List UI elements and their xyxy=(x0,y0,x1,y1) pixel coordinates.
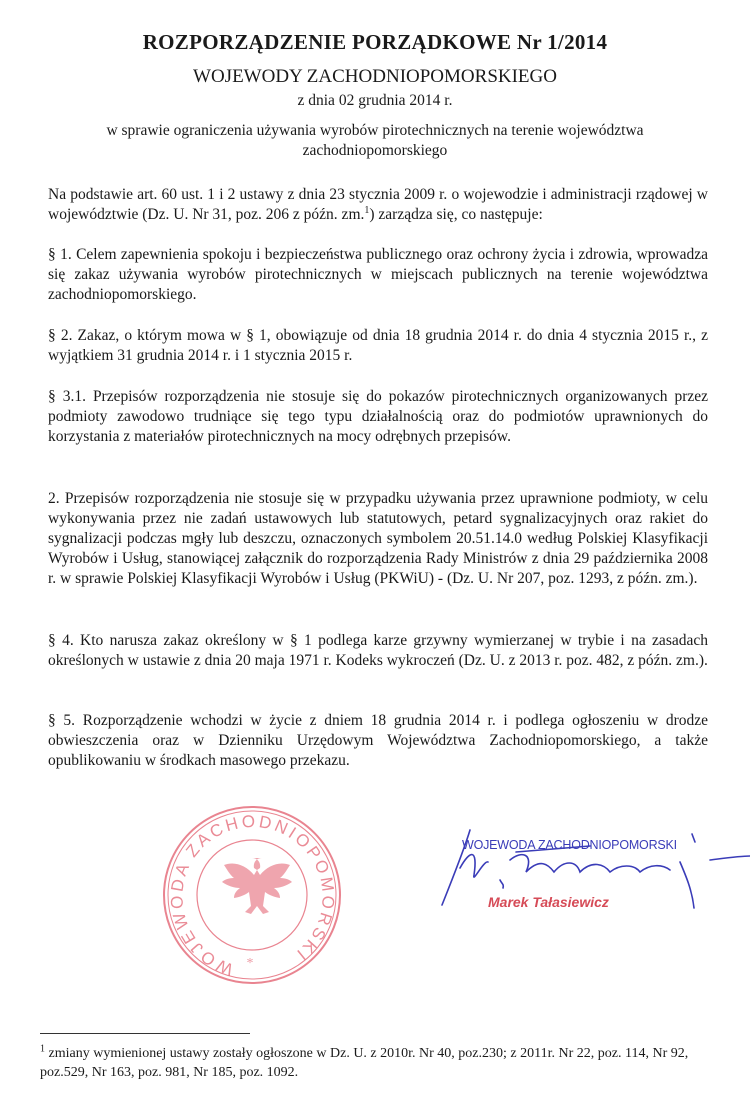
section-5-paragraph: § 5. Rozporządzenie wchodzi w życie z dniem 18 grudnia 2014 r. i podlega ogłoszeniu w drodze obwieszczenia oraz w Dzienniku Urzędowym Województwa Zachodniopomorskiego, a także opublikowaniu w środkach masowego przekazu. xyxy=(48,712,708,769)
section-1-paragraph: § 1. Celem zapewnienia spokoju i bezpieczeństwa publicznego oraz ochrony życia i zdrowia, wprowadza się zakaz używania wyrobów pirotechnicznych w miejscach publicznych na terenie województwa zachodniopomorskiego. xyxy=(48,246,708,303)
footnote-mark: 1 xyxy=(40,1043,45,1055)
section-2-paragraph: § 2. Zakaz, o którym mowa w § 1, obowiązuje od dnia 18 grudnia 2014 r. do dnia 4 stycznia 2015 r., z wyjątkiem 31 grudnia 2014 r. i 1 stycznia 2015 r. xyxy=(48,327,708,364)
legal-basis-paragraph xyxy=(48,185,708,225)
document-subject: w sprawie ograniczenia używania wyrobów pirotechnicznych na terenie województwa zachodniopomorskiego xyxy=(106,122,644,159)
legal-basis-text: Na podstawie art. 60 ust. 1 i 2 ustawy z dnia 23 stycznia 2009 r. o wojewodzie i administracji rządowej w województwie (Dz. U. Nr 31, poz. 206 z późn. zm. xyxy=(48,186,708,223)
signatory-name: Marek Tałasiewicz xyxy=(488,894,609,910)
signature-title-stamp: WOJEWODA ZACHODNIOPOMORSKI xyxy=(462,838,677,852)
document-date: z dnia 02 grudnia 2014 r. xyxy=(297,92,453,109)
footnote xyxy=(40,1044,710,1082)
footnote-text: zmiany wymienionej ustawy zostały ogłoszone w Dz. U. z 2010r. Nr 40, poz.230; z 2011r. Nr 22, poz. 114, Nr 92, poz.529, Nr 163, poz. 981, Nr 185, poz. 1092. xyxy=(40,1046,689,1080)
section-3-1-paragraph: § 3.1. Przepisów rozporządzenia nie stosuje się do pokazów pirotechnicznych organizowanych przez podmioty zawodowo trudniące się tego typu działalnością oraz do podmiotów uprawnionych do korzystania z materiałów pirotechnicznych na mocy odrębnych przepisów. xyxy=(48,388,708,445)
footnote-divider xyxy=(40,1033,250,1034)
legal-basis-text-end: ) zarządza się, co następuje: xyxy=(369,206,543,223)
issuer-subtitle: WOJEWODY ZACHODNIOPOMORSKIEGO xyxy=(193,66,557,87)
section-4-paragraph: § 4. Kto narusza zakaz określony w § 1 podlega karze grzywny wymierzanej w trybie i na zasadach określonych w ustawie z dnia 20 maja 1971 r. Kodeks wykroczeń (Dz. U. z 2013 r. poz. 482, z późn. zm.). xyxy=(48,632,708,669)
footnote-reference: 1 xyxy=(364,204,370,216)
document-title: ROZPORZĄDZENIE PORZĄDKOWE Nr 1/2014 xyxy=(142,30,608,54)
seal-text: WOJEWODA ZACHODNIOPOMORSKI xyxy=(167,811,338,980)
section-3-2-paragraph: 2. Przepisów rozporządzenia nie stosuje się w przypadku używania przez uprawnione podmioty, w celu wykonywania przez nie zadań ustawowych lub statutowych, petard sygnalizacyjnych oraz rakiet do sygnalizacji podczas mgły lub deszczu, oznaczonych symbolem 20.51.14.0 według Polskiej Klasyfikacji Wyrobów i Usług, stanowiącej załącznik do rozporządzenia Rady Ministrów z dnia 29 października 2008 r. w sprawie Polskiej Klasyfikacji Wyrobów i Usług (PKWiU) - (Dz. U. Nr 207, poz. 1293, z późn. zm.). xyxy=(48,490,708,587)
eagle-emblem-icon xyxy=(222,858,292,914)
svg-text:*: * xyxy=(246,956,254,971)
official-seal-stamp xyxy=(150,800,355,985)
